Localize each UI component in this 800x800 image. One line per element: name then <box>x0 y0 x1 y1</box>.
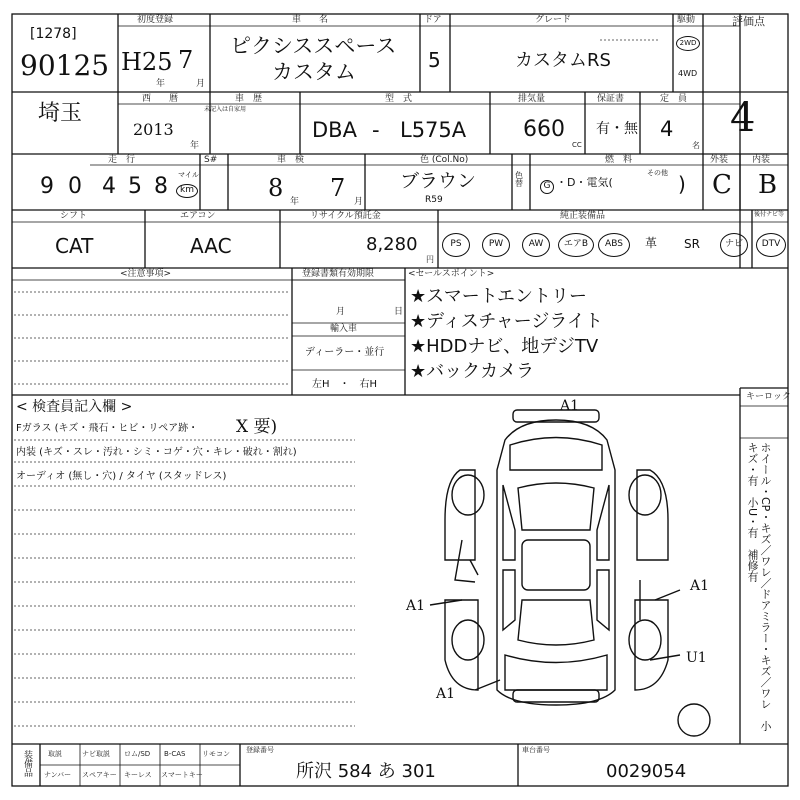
fuel-options: ・D・電気( <box>556 176 613 189</box>
type-code: L575A <box>400 118 467 142</box>
label-aircon: エアコン <box>180 211 216 221</box>
label-import-car: 輸入車 <box>330 324 358 334</box>
damage-mark-left: A1 <box>406 598 426 614</box>
damage-mark-front: A1 <box>560 398 580 414</box>
bottom-side-label: 装備品 <box>22 750 32 777</box>
damage-mark-rear-left: A1 <box>436 686 456 702</box>
month-suffix-3: 月 <box>354 197 364 207</box>
first-reg-month: 7 <box>178 46 194 74</box>
label-reg-number: 登録番号 <box>246 746 274 754</box>
cc-label: CC <box>572 141 582 149</box>
label-sno: S# <box>204 155 218 165</box>
sales-point-1: ★スマートエントリー <box>410 286 588 307</box>
label-chassis: 車台番号 <box>522 746 550 754</box>
equip-ps: PS <box>442 233 470 257</box>
equip-sr: SR <box>684 237 700 251</box>
chassis-number: 0029054 <box>606 761 687 782</box>
mileage-digit-2: 4 <box>102 174 116 199</box>
western-year: 2013 <box>133 120 174 139</box>
label-interior: 内装 <box>752 155 771 165</box>
year-suffix-3: 年 <box>290 197 300 207</box>
capacity: 4 <box>660 117 674 141</box>
inspection-year: 8 <box>268 174 284 202</box>
color-name: ブラウン <box>400 170 477 192</box>
km-circle: km <box>176 184 198 198</box>
color-other: 色替 <box>515 171 523 188</box>
sales-point-3: ★HDDナビ、地デジTV <box>410 336 599 357</box>
equip-pw: PW <box>482 233 510 257</box>
shift: CAT <box>55 234 94 258</box>
inspector-line-1-mark: X 要) <box>236 417 278 437</box>
car-name-line1: ピクシススペース <box>230 34 397 58</box>
bottom-label-8: キーレス <box>124 771 152 779</box>
label-equipment: 純正装備品 <box>560 211 606 221</box>
bottom-label-1: 取説 <box>48 750 62 758</box>
region: 埼玉 <box>38 101 83 126</box>
label-recycle: リサイクル預託金 <box>310 211 381 221</box>
lot-box: [1278] <box>30 26 77 42</box>
bottom-label-3: ロム/SD <box>124 750 151 758</box>
label-displacement: 排気量 <box>518 94 546 104</box>
drive-2wd: 2WD <box>676 36 700 51</box>
yen-label: 円 <box>426 255 434 264</box>
sales-point-4: ★バックカメラ <box>410 361 535 382</box>
damage-mark-right: A1 <box>690 578 710 594</box>
equip-aw: AW <box>522 233 550 257</box>
fuel-close: ) <box>678 172 686 196</box>
label-door: ドア <box>424 15 442 25</box>
label-western-year: 西 暦 <box>142 94 179 104</box>
label-model-year: 車 歴 <box>235 94 263 104</box>
people-label: 名 <box>692 141 700 150</box>
type-dash: - <box>372 118 380 142</box>
label-warranty: 保証書 <box>597 94 625 104</box>
label-capacity: 定 員 <box>660 94 688 104</box>
color-code: R59 <box>425 195 443 205</box>
doors: 5 <box>428 48 441 72</box>
equip-abs: ABS <box>598 233 630 257</box>
label-inspection: 車 検 <box>277 155 305 165</box>
label-mileage: 走 行 <box>108 155 136 165</box>
inspection-month: 7 <box>330 174 346 202</box>
reg-expiry-month: 月 <box>336 307 346 317</box>
km-top-label: マイル <box>178 171 199 179</box>
year-suffix-1: 年 <box>156 79 166 89</box>
right-vertical-text: ホイール・CP・キズ／ワレ／ドアミラー・キズ／ワレ 小キズ・有 小U・有 補修有 <box>746 442 772 732</box>
equip-airbag: エアB <box>558 233 594 257</box>
inspector-line-2: 内装 (キズ・スレ・汚れ・シミ・コゲ・穴・キレ・破れ・割れ) <box>16 447 297 458</box>
inspector-line-3: オーディオ (無し・穴) / タイヤ (スタッドレス) <box>16 471 227 482</box>
label-eval: 評価点 <box>732 15 765 28</box>
bottom-label-7: スペアキー <box>82 771 117 779</box>
first-reg-era: H25 <box>121 48 173 76</box>
equip-dtv: DTV <box>756 233 786 257</box>
label-inspector: < 検査員記入欄 > <box>16 399 133 415</box>
drive-4wd: 4WD <box>678 69 698 78</box>
label-car-name: 車 名 <box>292 15 329 25</box>
warranty: 有・無 <box>596 121 638 137</box>
dealer-option: ディーラー・並行 <box>305 347 385 358</box>
fuel-g-circle: G <box>540 180 554 194</box>
label-grade: グレード <box>535 15 572 25</box>
registration-number: 所沢 584 あ 301 <box>296 761 436 782</box>
exterior-grade: C <box>712 170 732 200</box>
recycle: 8,280 <box>366 234 418 255</box>
bottom-label-2: ナビ取説 <box>82 750 110 758</box>
month-suffix-1: 月 <box>196 79 206 89</box>
bottom-label-6: ナンバー <box>44 771 72 779</box>
car-name-line2: カスタム <box>272 60 356 84</box>
sales-point-2: ★ディスチャージライト <box>410 311 603 332</box>
label-exterior: 外装 <box>710 155 729 165</box>
equip-navi: ナビ <box>720 233 748 257</box>
label-drive: 駆動 <box>677 15 696 25</box>
bottom-label-5: リモコン <box>202 750 230 758</box>
fuel-other: その他 <box>647 169 668 177</box>
handle-option: 左H ・ 右H <box>312 379 378 390</box>
displacement: 660 <box>523 117 565 142</box>
equip-leather: 革 <box>645 236 658 250</box>
label-keylock: キーロック <box>746 392 791 402</box>
label-sales-points: <セールスポイント> <box>408 269 495 279</box>
damage-mark-right-rear: U1 <box>686 650 707 666</box>
mileage-digit-0: 9 <box>40 174 54 199</box>
type-prefix: DBA <box>312 118 357 142</box>
bottom-label-9: スマートキー <box>161 771 203 779</box>
model-year-note: 未記入は自家用 <box>204 106 247 113</box>
mileage-digit-3: 5 <box>128 174 142 199</box>
grade: カスタムRS <box>515 50 611 71</box>
label-reg-expiry: 登録書類有効期限 <box>302 269 375 279</box>
label-first-reg: 初度登録 <box>137 15 174 25</box>
eval-score: 4 <box>730 95 756 141</box>
label-retrofit: 後付ナビ等 <box>754 211 785 218</box>
lot-number: 90125 <box>20 49 110 82</box>
reg-expiry-day: 日 <box>394 307 404 317</box>
label-color: 色 (Col.No) <box>420 155 469 165</box>
inspector-line-1: Fガラス (キズ・飛石・ヒビ・リペア跡・ <box>16 423 199 434</box>
label-fuel: 燃 料 <box>605 155 633 165</box>
label-notes: <注意事項> <box>120 269 172 279</box>
label-shift: シフト <box>60 211 88 221</box>
mileage-digit-4: 8 <box>154 174 168 199</box>
mileage-digit-1: 0 <box>68 174 82 199</box>
interior-grade: B <box>758 170 778 200</box>
label-type: 型 式 <box>385 94 413 104</box>
year-suffix-2: 年 <box>190 141 200 151</box>
bottom-label-4: B-CAS <box>164 750 186 758</box>
aircon: AAC <box>190 234 232 258</box>
